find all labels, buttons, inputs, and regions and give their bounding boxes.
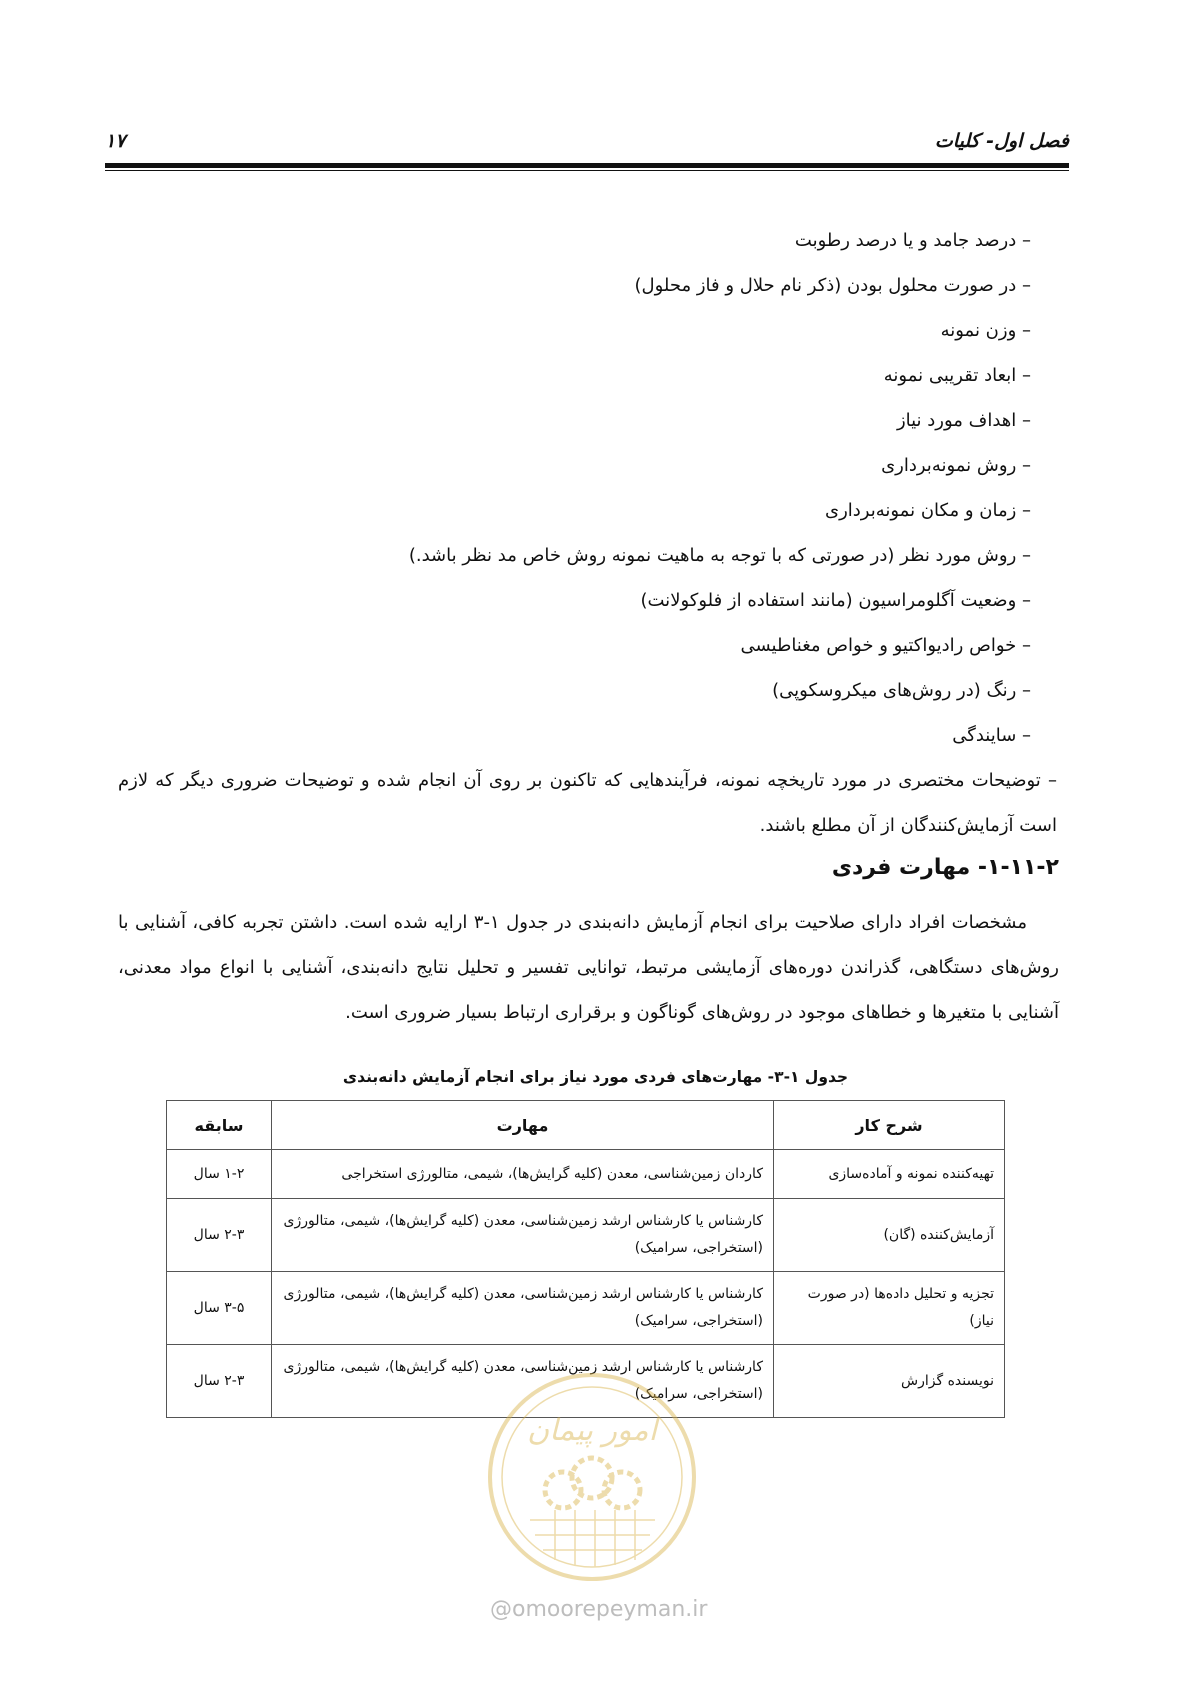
watermark-url: @omoorepeyman.ir <box>490 1597 708 1622</box>
list-item: – اهداف مورد نیاز <box>896 410 1031 431</box>
cell-experience: ۳-۵ سال <box>167 1272 272 1345</box>
cell-skill: کاردان زمین‌شناسی، معدن (کلیه گرایش‌ها)، شیمی، متالورژی استخراجی <box>272 1150 774 1199</box>
header-page-number: ۱۷ <box>105 130 126 152</box>
cell-experience: ۱-۲ سال <box>167 1150 272 1199</box>
list-item: – سایندگی <box>952 725 1031 746</box>
list-item: – زمان و مکان نمونه‌برداری <box>824 500 1031 521</box>
cell-experience: ۲-۳ سال <box>167 1345 272 1418</box>
list-item: – وضعیت آگلومراسیون (مانند استفاده از فلوکولانت) <box>640 590 1031 611</box>
cell-job: آزمایش‌کننده (گان) <box>774 1199 1005 1272</box>
list-item: – ابعاد تقریبی نمونه <box>883 365 1031 386</box>
list-item: – روش نمونه‌برداری <box>881 455 1031 476</box>
requirements-list <box>118 218 1057 848</box>
table-header-row <box>167 1101 1005 1150</box>
table-caption: جدول ۱-۳- مهارت‌های فردی مورد نیاز برای انجام آزمایش دانه‌بندی <box>342 1068 849 1086</box>
seal-lettering: امور پیمان <box>527 1413 657 1448</box>
list-item: – رنگ (در روش‌های میکروسکوپی) <box>772 680 1031 701</box>
list-item: – روش مورد نظر (در صورتی که با توجه به ماهیت نمونه روش خاص مد نظر باشد.) <box>408 545 1031 566</box>
cell-skill: کارشناس یا کارشناس ارشد زمین‌شناسی، معدن (کلیه گرایش‌ها)، شیمی، متالورژی (استخراجی، سرامیک) <box>272 1272 774 1345</box>
header-skill: مهارت <box>272 1101 774 1150</box>
header-experience: سابقه <box>167 1101 272 1150</box>
cell-job: تجزیه و تحلیل داده‌ها (در صورت نیاز) <box>774 1272 1005 1345</box>
list-item: – وزن نمونه <box>940 320 1031 341</box>
seal-watermark-icon <box>485 1370 700 1585</box>
section-paragraph: مشخصات افراد دارای صلاحیت برای انجام آزمایش دانه‌بندی در جدول ۱-۳ ارایه شده است. داشتن تجربه کافی، آشنایی با روش‌های دستگاهی، گذراندن دوره‌های آزمایشی مرتبط، توانایی تفسیر و تحلیل نتایج دانه‌بندی، آشنایی با انواع مواد معدنی، آشنایی با متغیرها و خطاهای موجود در روش‌های گوناگون و برقراری ارتباط بسیار ضروری است. <box>118 912 1059 1023</box>
page-header <box>105 130 1069 162</box>
list-item: – توضیحات مختصری در مورد تاریخچه نمونه، فرآیندهایی که تاکنون بر روی آن انجام شده و توضیحات ضروری دیگر که لازم است آزمایش‌کنندگان از آن مطلع باشند. <box>118 770 1057 836</box>
table-row <box>167 1272 1005 1345</box>
header-rule-thin <box>105 170 1069 171</box>
cell-job: نویسنده گزارش <box>774 1345 1005 1418</box>
cell-skill: کارشناس یا کارشناس ارشد زمین‌شناسی، معدن (کلیه گرایش‌ها)، شیمی، متالورژی (استخراجی، سرامیک) <box>272 1345 774 1418</box>
list-item: – در صورت محلول بودن (ذکر نام حلال و فاز محلول) <box>634 275 1031 296</box>
cell-experience: ۲-۳ سال <box>167 1199 272 1272</box>
cell-job: تهیه‌کننده نمونه و آماده‌سازی <box>774 1150 1005 1199</box>
header-job: شرح کار <box>774 1101 1005 1150</box>
table-row <box>167 1199 1005 1272</box>
header-rule <box>105 163 1069 168</box>
header-chapter-title: فصل اول- کلیات <box>934 130 1069 152</box>
list-item: – درصد جامد و یا درصد رطوبت <box>794 230 1031 251</box>
list-item: – خواص رادیواکتیو و خواص مغناطیسی <box>740 635 1031 656</box>
section-heading: ۱-۱۱-۲- مهارت فردی <box>831 855 1059 880</box>
table-row <box>167 1150 1005 1199</box>
cell-skill: کارشناس یا کارشناس ارشد زمین‌شناسی، معدن (کلیه گرایش‌ها)، شیمی، متالورژی (استخراجی، سرامیک) <box>272 1199 774 1272</box>
